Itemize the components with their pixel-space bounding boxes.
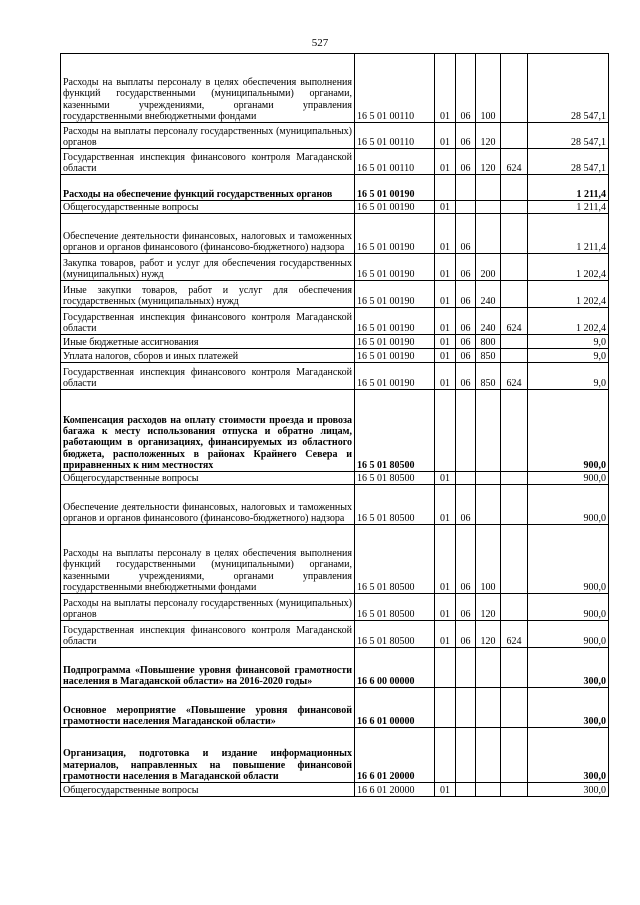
subsection-code: 06 (456, 54, 476, 123)
row-name (61, 485, 355, 525)
row-name (61, 525, 355, 594)
amount: 300,0 (528, 648, 609, 688)
row-name-text: Уплата налогов, сборов и иных платежей (63, 350, 239, 362)
section-code: 01 (435, 472, 456, 485)
subsection-code: 06 (456, 214, 476, 254)
table-row (61, 648, 609, 688)
administrator-code (501, 594, 528, 621)
expense-type-code (476, 390, 501, 472)
expense-type-code: 100 (476, 525, 501, 594)
row-name-text: Государственная инспекция финансового контроля Магаданской области (63, 624, 352, 647)
row-name (61, 335, 355, 349)
table-row (61, 54, 609, 123)
expense-type-code: 850 (476, 349, 501, 363)
table-row (61, 349, 609, 363)
section-code: 01 (435, 308, 456, 335)
row-name-text: Государственная инспекция финансового контроля Магаданской области (63, 366, 352, 389)
row-name-text: Основное мероприятие «Повышение уровня финансовой грамотности населения Магаданской области» (63, 704, 352, 727)
row-name-text: Государственная инспекция финансового контроля Магаданской области (63, 311, 352, 334)
row-name-text: Подпрограмма «Повышение уровня финансовой грамотности населения в Магаданской области» на 2016-2020 годы» (63, 664, 352, 687)
amount: 900,0 (528, 525, 609, 594)
table-row (61, 281, 609, 308)
expense-type-code: 120 (476, 594, 501, 621)
section-code: 01 (435, 123, 456, 149)
table-row (61, 621, 609, 648)
row-name (61, 254, 355, 281)
table-row (61, 214, 609, 254)
target-article-code: 16 6 00 00000 (355, 648, 435, 688)
section-code: 01 (435, 783, 456, 797)
expense-type-code: 120 (476, 149, 501, 175)
subsection-code: 06 (456, 281, 476, 308)
administrator-code (501, 254, 528, 281)
expense-type-code (476, 728, 501, 783)
expense-type-code: 240 (476, 308, 501, 335)
amount: 28 547,1 (528, 54, 609, 123)
administrator-code: 624 (501, 621, 528, 648)
section-code (435, 390, 456, 472)
row-name-text: Расходы на выплаты персоналу государственных (муниципальных) органов (63, 125, 352, 148)
subsection-code (456, 472, 476, 485)
amount: 9,0 (528, 349, 609, 363)
table-row (61, 525, 609, 594)
row-name-text: Расходы на выплаты персоналу государственных (муниципальных) органов (63, 597, 352, 620)
subsection-code (456, 648, 476, 688)
section-code: 01 (435, 594, 456, 621)
section-code: 01 (435, 201, 456, 214)
target-article-code: 16 5 01 00190 (355, 175, 435, 201)
administrator-code (501, 54, 528, 123)
table-row (61, 335, 609, 349)
target-article-code: 16 5 01 80500 (355, 594, 435, 621)
section-code: 01 (435, 621, 456, 648)
section-code (435, 728, 456, 783)
target-article-code: 16 5 01 80500 (355, 472, 435, 485)
section-code: 01 (435, 525, 456, 594)
amount: 900,0 (528, 390, 609, 472)
administrator-code: 624 (501, 149, 528, 175)
amount: 900,0 (528, 621, 609, 648)
section-code: 01 (435, 349, 456, 363)
amount: 1 202,4 (528, 308, 609, 335)
row-name (61, 175, 355, 201)
expense-type-code: 100 (476, 54, 501, 123)
subsection-code: 06 (456, 485, 476, 525)
amount: 900,0 (528, 594, 609, 621)
table-row (61, 363, 609, 390)
administrator-code (501, 175, 528, 201)
row-name-text: Государственная инспекция финансового контроля Магаданской области (63, 151, 352, 174)
row-name-text: Обеспечение деятельности финансовых, налоговых и таможенных органов и органов финансового (финансово-бюджетного) надзора (63, 501, 352, 524)
expense-type-code (476, 648, 501, 688)
subsection-code: 06 (456, 349, 476, 363)
amount: 300,0 (528, 728, 609, 783)
expense-type-code: 120 (476, 123, 501, 149)
row-name (61, 123, 355, 149)
target-article-code: 16 5 01 00190 (355, 281, 435, 308)
section-code: 01 (435, 281, 456, 308)
expense-type-code: 800 (476, 335, 501, 349)
row-name (61, 472, 355, 485)
amount: 9,0 (528, 363, 609, 390)
section-code (435, 648, 456, 688)
row-name-text: Расходы на выплаты персоналу в целях обеспечения выполнения функций государственными (муниципальными) органами, казенными учреждениями, органами управления государственными внебюджетными фондами (63, 548, 352, 593)
administrator-code: 624 (501, 363, 528, 390)
amount: 28 547,1 (528, 149, 609, 175)
target-article-code: 16 5 01 00190 (355, 349, 435, 363)
section-code: 01 (435, 363, 456, 390)
row-name-text: Расходы на выплаты персоналу в целях обеспечения выполнения функций государственными (муниципальными) органами, казенными учреждениями, органами управления государственными внебюджетными фондами (63, 77, 352, 122)
expense-type-code (476, 783, 501, 797)
row-name (61, 201, 355, 214)
table-row (61, 201, 609, 214)
section-code: 01 (435, 214, 456, 254)
administrator-code (501, 214, 528, 254)
budget-table (60, 53, 609, 797)
amount: 1 211,4 (528, 214, 609, 254)
target-article-code: 16 6 01 20000 (355, 728, 435, 783)
administrator-code (501, 485, 528, 525)
expense-type-code: 120 (476, 621, 501, 648)
table-row (61, 472, 609, 485)
expense-type-code: 850 (476, 363, 501, 390)
amount: 28 547,1 (528, 123, 609, 149)
row-name (61, 783, 355, 797)
expense-type-code (476, 485, 501, 525)
administrator-code (501, 728, 528, 783)
target-article-code: 16 5 01 80500 (355, 485, 435, 525)
table-row (61, 123, 609, 149)
subsection-code: 06 (456, 621, 476, 648)
table-row (61, 175, 609, 201)
target-article-code: 16 5 01 80500 (355, 390, 435, 472)
row-name (61, 214, 355, 254)
row-name (61, 390, 355, 472)
subsection-code: 06 (456, 149, 476, 175)
page-number: 527 (311, 37, 329, 49)
subsection-code: 06 (456, 363, 476, 390)
row-name (61, 363, 355, 390)
table-row (61, 485, 609, 525)
target-article-code: 16 5 01 00110 (355, 149, 435, 175)
amount: 1 202,4 (528, 281, 609, 308)
target-article-code: 16 5 01 00190 (355, 335, 435, 349)
administrator-code (501, 648, 528, 688)
expense-type-code (476, 472, 501, 485)
target-article-code: 16 5 01 00110 (355, 54, 435, 123)
expense-type-code: 240 (476, 281, 501, 308)
section-code (435, 688, 456, 728)
administrator-code (501, 281, 528, 308)
target-article-code: 16 5 01 00190 (355, 254, 435, 281)
amount: 1 202,4 (528, 254, 609, 281)
amount: 900,0 (528, 472, 609, 485)
target-article-code: 16 5 01 00190 (355, 308, 435, 335)
row-name-text: Организация, подготовка и издание информационных материалов, направленных на повышение финансовой грамотности населения в Магаданской области (63, 748, 352, 782)
administrator-code (501, 123, 528, 149)
subsection-code (456, 201, 476, 214)
section-code: 01 (435, 485, 456, 525)
administrator-code (501, 783, 528, 797)
subsection-code: 06 (456, 123, 476, 149)
target-article-code: 16 5 01 80500 (355, 525, 435, 594)
target-article-code: 16 5 01 00190 (355, 201, 435, 214)
amount: 300,0 (528, 783, 609, 797)
amount: 1 211,4 (528, 201, 609, 214)
administrator-code (501, 201, 528, 214)
administrator-code (501, 335, 528, 349)
target-article-code: 16 5 01 00190 (355, 363, 435, 390)
expense-type-code: 200 (476, 254, 501, 281)
administrator-code (501, 349, 528, 363)
table-row (61, 783, 609, 797)
row-name (61, 349, 355, 363)
subsection-code (456, 728, 476, 783)
table-row (61, 254, 609, 281)
row-name-text: Общегосударственные вопросы (63, 472, 199, 484)
expense-type-code (476, 201, 501, 214)
target-article-code: 16 6 01 00000 (355, 688, 435, 728)
subsection-code (456, 783, 476, 797)
target-article-code: 16 5 01 00190 (355, 214, 435, 254)
administrator-code: 624 (501, 308, 528, 335)
table-row (61, 728, 609, 783)
row-name (61, 728, 355, 783)
subsection-code: 06 (456, 335, 476, 349)
row-name (61, 594, 355, 621)
administrator-code (501, 472, 528, 485)
row-name-text: Закупка товаров, работ и услуг для обеспечения государственных (муниципальных) нужд (63, 257, 352, 280)
section-code (435, 175, 456, 201)
table-row (61, 308, 609, 335)
row-name-text: Расходы на обеспечение функций государственных органов (63, 188, 333, 200)
row-name-text: Общегосударственные вопросы (63, 201, 199, 213)
subsection-code: 06 (456, 594, 476, 621)
row-name-text: Компенсация расходов на оплату стоимости проезда и провоза багажа к месту использования отпуска и обратно лицам, работающим в организациях, финансируемых из областного бюджета, расположенных в районах Крайнего Севера и приравненных к ним местностях (63, 414, 352, 471)
row-name-text: Обеспечение деятельности финансовых, налоговых и таможенных органов и органов финансового (финансово-бюджетного) надзора (63, 230, 352, 253)
table-row (61, 390, 609, 472)
row-name (61, 149, 355, 175)
subsection-code: 06 (456, 525, 476, 594)
section-code: 01 (435, 335, 456, 349)
target-article-code: 16 5 01 00110 (355, 123, 435, 149)
subsection-code (456, 688, 476, 728)
table-row (61, 149, 609, 175)
target-article-code: 16 6 01 20000 (355, 783, 435, 797)
section-code: 01 (435, 254, 456, 281)
row-name-text: Общегосударственные вопросы (63, 784, 199, 796)
amount: 900,0 (528, 485, 609, 525)
row-name (61, 648, 355, 688)
table-row (61, 594, 609, 621)
administrator-code (501, 390, 528, 472)
row-name (61, 281, 355, 308)
subsection-code: 06 (456, 254, 476, 281)
amount: 1 211,4 (528, 175, 609, 201)
amount: 9,0 (528, 335, 609, 349)
row-name (61, 308, 355, 335)
administrator-code (501, 525, 528, 594)
section-code: 01 (435, 149, 456, 175)
subsection-code (456, 390, 476, 472)
row-name (61, 688, 355, 728)
expense-type-code (476, 175, 501, 201)
table-row (61, 688, 609, 728)
row-name-text: Иные бюджетные ассигнования (63, 336, 199, 348)
target-article-code: 16 5 01 80500 (355, 621, 435, 648)
row-name-text: Иные закупки товаров, работ и услуг для обеспечения государственных (муниципальных) нужд (63, 284, 352, 307)
row-name (61, 54, 355, 123)
expense-type-code (476, 214, 501, 254)
row-name (61, 621, 355, 648)
subsection-code (456, 175, 476, 201)
section-code: 01 (435, 54, 456, 123)
expense-type-code (476, 688, 501, 728)
administrator-code (501, 688, 528, 728)
subsection-code: 06 (456, 308, 476, 335)
amount: 300,0 (528, 688, 609, 728)
